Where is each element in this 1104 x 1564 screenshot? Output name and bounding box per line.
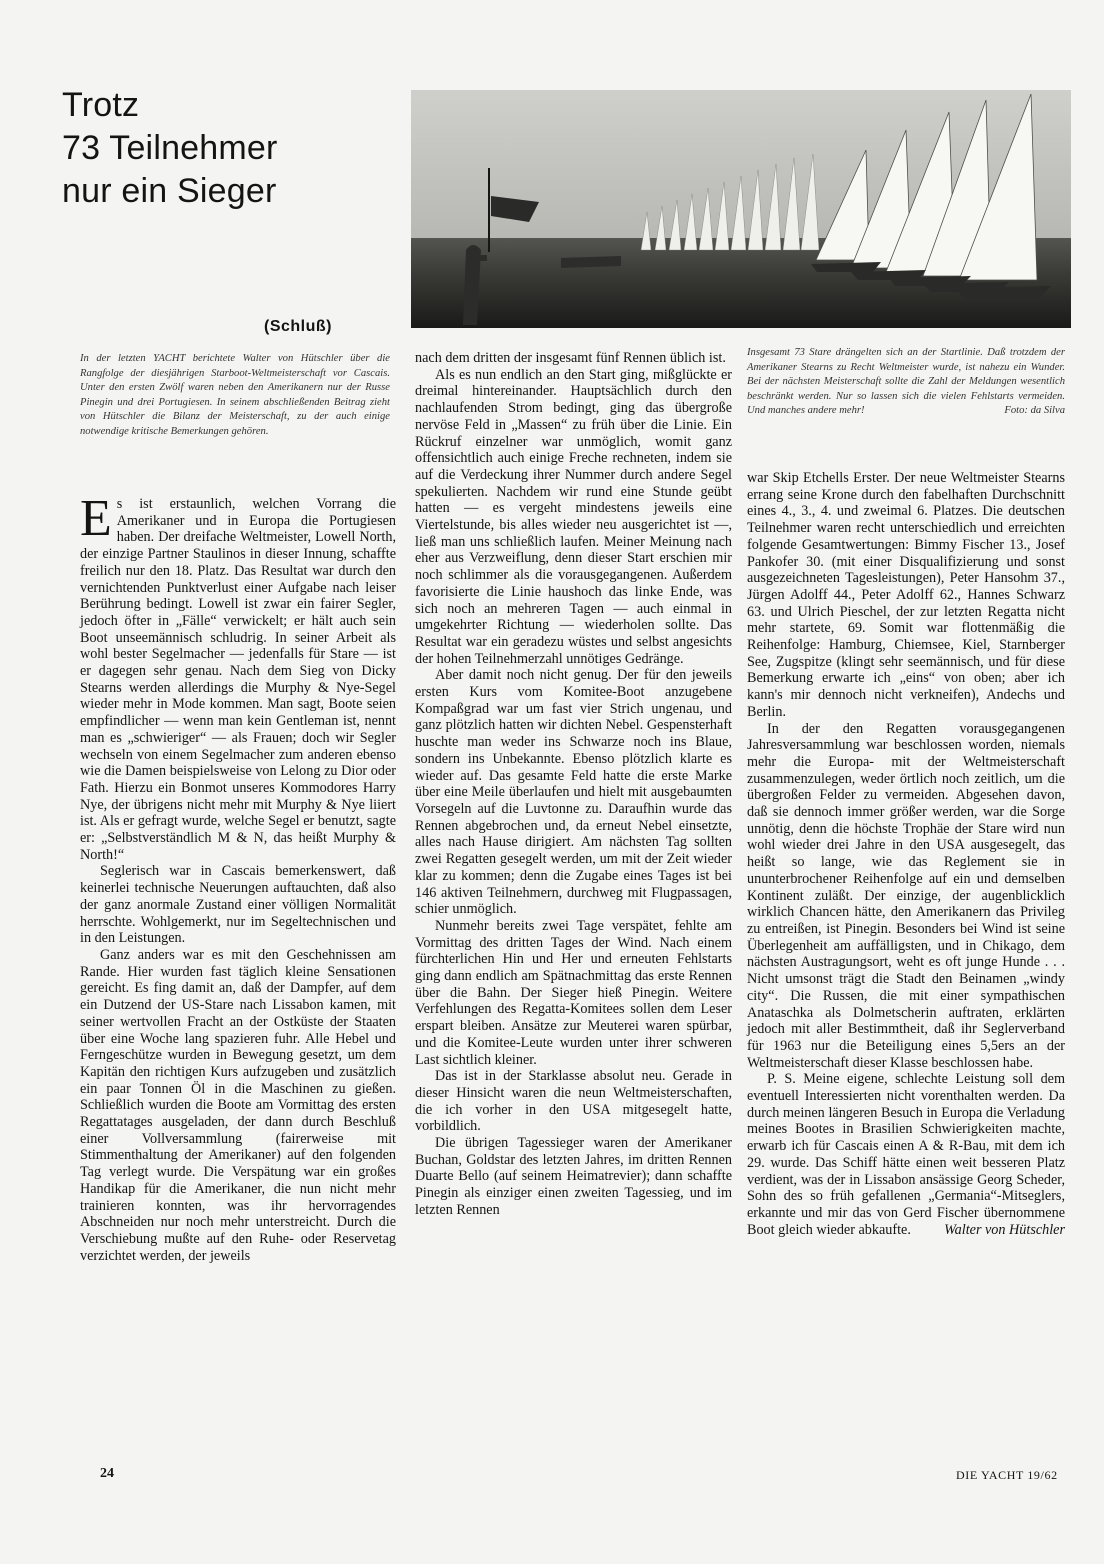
page-number: 24 bbox=[100, 1466, 114, 1481]
magazine-issue: DIE YACHT 19/62 bbox=[956, 1468, 1058, 1482]
article-column-2 bbox=[415, 350, 732, 1219]
paragraph: Ganz anders war es mit den Geschehnissen am Rande. Hier wurden fast täglich kleine Sensationen gereicht. Es fing damit an, daß der Dampfer, auf dem ein Dutzend der US-Stare nach Lissabon kamen, mit seiner wertvollen Fracht an der Ostküste der Staaten über eine Woche lang spazieren fuhr. Alle Hebel und Ferngeschütze wurden in Bewegung gesetzt, um dem Kapitän den richtigen Kurs aufzugeben und zusätzlich ein paar Tonnen Öl in die Maschinen zu gießen. Schließlich wurden die Boote am Vormittag des ersten Regattatages ausgeladen, der dann durch Beschluß einer Vollversammlung (fairerweise mit Stimmenthaltung der Amerikaner) auf den folgenden Tag verlegt wurde. Die Verspätung war ein großes Handikap für die Amerikaner, die nun nicht mehr trainieren konnten, was ihr hervorragendes Abschneiden nur noch mehr unterstreicht. Durch die Verschiebung mußte auf den Ruhe- oder Reservetag verzichtet werden, der jeweils bbox=[80, 946, 396, 1264]
article-column-1 bbox=[80, 490, 396, 1264]
paragraph-text: s ist erstaunlich, welchen Vorrang die Amerikaner und in Europa die Portugiesen haben. Der dreifache Weltmeister, Lowell North, der einzige Partner Staulinos in dieser Innung, schaffte freilich nur den 18. Platz. Das Resultat war durch den vernichtenden Punktverlust einer Aufgabe nach leiser Berührung bedingt. Lowell ist zwar ein fairer Segler, jedoch öfter in „Fälle“ verwickelt; er hält auch sein Boot unseemännisch schludrig. In seiner Arbeit als wohl bester Segelmacher — jedenfalls für Stare — ist er dagegen sehr genau. Nach dem Sieg von Dicky Stearns werden allerdings die Murphy & Nye-Segel wieder mehr in Mode kommen. Man sagt, Boote seien empfindlicher — wenn man kein Gentleman ist, nennt man es „schwieriger“ — als Frauen; doch wir Segler wechseln von einem Segelmacher zum anderen ebenso wie die Damen beispielsweise von Lelong zu Dior oder Fath. Hierzu ein Bonmot unseres Kommodores Harry Nye, der übrigens nicht mehr mit Murphy & Nye liiert ist. Als er gefragt wurde, welche Segel er benutzt, sagte er: „Selbstverständlich M & N, das heißt Murphy & North!“ bbox=[80, 496, 396, 863]
paragraph: nach dem dritten der insgesamt fünf Rennen üblich ist. bbox=[415, 350, 726, 366]
caption-text: Insgesamt 73 Stare drängelten sich an der Startlinie. Daß trotzdem der Amerikaner Stearns zu Recht Weltmeister wurde, ist nahezu ein Wunder. Bei der nächsten Meisterschaft sollte die Zahl der Meldungen wesentlich beschränkt werden. Nur so lassen sich die vielen Fehlstarts vermeiden. Und manches andere mehr! bbox=[747, 347, 1065, 417]
paragraph: In der den Regatten vorausgegangenen Jahresversammlung war beschlossen worden, niemals mehr die Europa- mit der Weltmeisterschaft zusammenzulegen, weder örtlich noch zeitlich, um die übergroßen Felder zu vermeiden. Abgesehen davon, daß sie dennoch immer größer werden, war die Sorge unnötig, denn die höchste Trophäe der Stare wird nun wohl wieder drei Jahre in den USA ausgesegelt, das heißt so lange, wie das Reglement sie in ununterbrochener Reihenfolge auf ein und demselben Kontinent zuläßt. Der einzige, der augenblicklich wirklich Chancen hätte, den Amerikanern das Privileg zu entreißen, ist Pinegin. Besonders bei Wind ist seine Überlegenheit am auffälligsten, und in Chikago, dem nächsten Austragungsort, weht es oft junge Hunde . . . Nicht umsonst trägt die Stadt den Beinamen „windy city“. Die Russen, die mit einer sympathischen Anataschka als Dolmetscherin auftraten, erklärten jedoch mit aller Bestimmtheit, daß ihr Seglerverband für 1963 nur die Beteiligung eines 5,5ers an der Weltmeisterschaft dieser Klasse beschlossen habe. bbox=[747, 720, 1065, 1071]
paragraph: Das ist in der Starklasse absolut neu. Gerade in dieser Hinsicht waren die neun Weltmeisterschaften, die ich vorher in den USA mitgesegelt hatte, vorbildlich. bbox=[415, 1068, 732, 1135]
star-boat-start-photo bbox=[411, 90, 1071, 328]
author-signature: Walter von Hütschler bbox=[944, 1221, 1065, 1238]
photo-credit: Foto: da Silva bbox=[1004, 405, 1065, 417]
paragraph: Nunmehr bereits zwei Tage verspätet, fehlte am Vormittag des dritten Tages der Wind. Nach einem fürchterlichen Hin und Her und erneuten Fehlstarts ging dann endlich am Spätnachmittag das erste Rennen über die Bahn. Der Sieger hieß Pinegin. Weitere Verfehlungen des Regatta-Komitees sollen dem Leser erspart bleiben. Ansätze zur Meuterei waren spürbar, und die Komitee-Leute wurden unter ihrer schweren Last sichtlich kleiner. bbox=[415, 917, 732, 1068]
drop-cap: E bbox=[80, 490, 112, 547]
paragraph bbox=[747, 1071, 1065, 1238]
photo-caption bbox=[747, 346, 1065, 419]
paragraph-text: P. S. Meine eigene, schlechte Leistung soll dem eventuell Interessierten nicht vorenthalten werden. Da durch meinen längeren Besuch in Europa die Verladung meines Bootes in Brasilien Schwierigkeiten machte, erwarb ich für Cascais einen A & R-Bau, mit dem ich 29. wurde. Das Schiff hätte einen weit besseren Platz verdient, was der in Lissabon ansässige Georg Scheder, Sohn des so früh gefallenen „Germania“-Mitseglers, erkannte und mir das von Gerd Fischer übernommene Boot gleich wieder abkaufte. bbox=[747, 1071, 1065, 1238]
article-subtitle: (Schluß) bbox=[264, 318, 332, 335]
paragraph: Seglerisch war in Cascais bemerkenswert, daß keinerlei technische Neuerungen auftauchten, daß also der ganz anormale Zustand einer völligen Normalität herrschte. Wohlgemerkt, nur im Segeltechnischen und in den Leistungen. bbox=[80, 863, 396, 947]
title-line: nur ein Sieger bbox=[62, 172, 277, 210]
article-intro: In der letzten YACHT berichtete Walter von Hütschler über die Rangfolge der diesjährigen Starboot-Weltmeisterschaft vor Cascais. Unter den ersten Zwölf waren neben den Amerikanern nur der Russe Pinegin und drei Portugiesen. In seinem abschließenden Beitrag zieht von Hütschler die Bilanz der Meisterschaft, zu der auch einige notwendige kritische Bemerkungen gehören. bbox=[80, 353, 390, 437]
title-line: 73 Teilnehmer bbox=[62, 129, 278, 167]
paragraph: Die übrigen Tagessieger waren der Amerikaner Buchan, Goldstar des letzten Jahres, im dritten Rennen Duarte Bello (auf seinem Heimatrevier); dann schaffte Pinegin als einziger einen zweiten Tagessieg, und im letzten Rennen bbox=[415, 1135, 732, 1218]
article-title bbox=[62, 84, 382, 213]
paragraph bbox=[80, 490, 396, 863]
paragraph: war Skip Etchells Erster. Der neue Weltmeister Stearns errang seine Krone durch den fabelhaften Durchschnitt eines 4., 3., 4. und zweimal 6. Platzes. Die deutschen Teilnehmer waren recht unterschiedlich und erreichten folgende Gesamtwertungen: Bimmy Fischer 13., Josef Pankofer 30. (mit einer Disqualifizierung und sonst ausgezeichneten Tagesleistungen), Peter Hansohm 37., Jürgen Adolff 44., Peter Adolff 62., Hannes Schwarz 63. und Ulrich Pieschel, der zur letzten Regatta nicht mehr startete, 69. Somit war flottenmäßig die Reihenfolge: Hamburg, Chiemsee, Kiel, Starnberger See, Zugspitze (klingt sehr seemännisch, und für diese Bemerkung erwarte ich „eins“ von oben; aber ich kann's mir dennoch nicht verkneifen), Andechs und Berlin. bbox=[747, 470, 1065, 720]
paragraph: Aber damit noch nicht genug. Der für den jeweils ersten Kurs vom Komitee-Boot anzugebene Kompaßgrad war um fast vier Strich ungenau, und ganz plötzlich hatten wir dichten Nebel. Gespensterhaft huschte man weder ins Schwarze noch ins Blaue, sondern ins Unbekannte. Ebenso plötzlich klarte es wieder auf. Das gesamte Feld hatte die erste Marke über eine Meile überlaufen und hielt mit ausgebaumten Vorsegeln auf die Luvtonne zu. Daraufhin wurde das Rennen abgebrochen und, da erneut Nebel einsetzte, alles nach Hause dirigiert. Am nächsten Tag sollten zwei Regatten gesegelt werden, um mit der Zeit wieder klar zu kommen; denn die Zugabe eines Tages ist bei 146 aktiven Teilnehmern, durchweg mit Flugpassagen, schier unmöglich. bbox=[415, 667, 732, 918]
article-column-3 bbox=[747, 470, 1065, 1238]
paragraph: Als es nun endlich an den Start ging, mißglückte er dreimal hintereinander. Hauptsächlich durch den nachlaufenden Strom bedingt, ging das übergroße nervöse Feld in „Massen“ zu früh über die Linie. Ein Rückruf einzelner war unmöglich, womit ganz offensichtlich auch einige Freche rechneten, indem sie auf die Verdeckung ihrer Nummer durch andere Segel spekulierten. Nachdem wir rund eine Stunde geübt hatten — es vergeht mindestens jeweils eine Viertelstunde, bis alles wieder neu ausgerichtet ist —, ließ man uns schließlich laufen. Meiner Meinung nach eher aus Verzweiflung, denn dieser Start erschien mir noch schlimmer als die vorausgegangenen. Außerdem favorisierte die Linie haushoch das linke Ende, was sich noch an mehreren Tagen — auch einmal in umgekehrter Richtung — wiederholen sollte. Das Resultat war ein geradezu wüstes und selbst angesichts der hohen Teilnehmerzahl unnötiges Gedränge. bbox=[415, 366, 732, 667]
title-line: Trotz bbox=[62, 86, 140, 124]
